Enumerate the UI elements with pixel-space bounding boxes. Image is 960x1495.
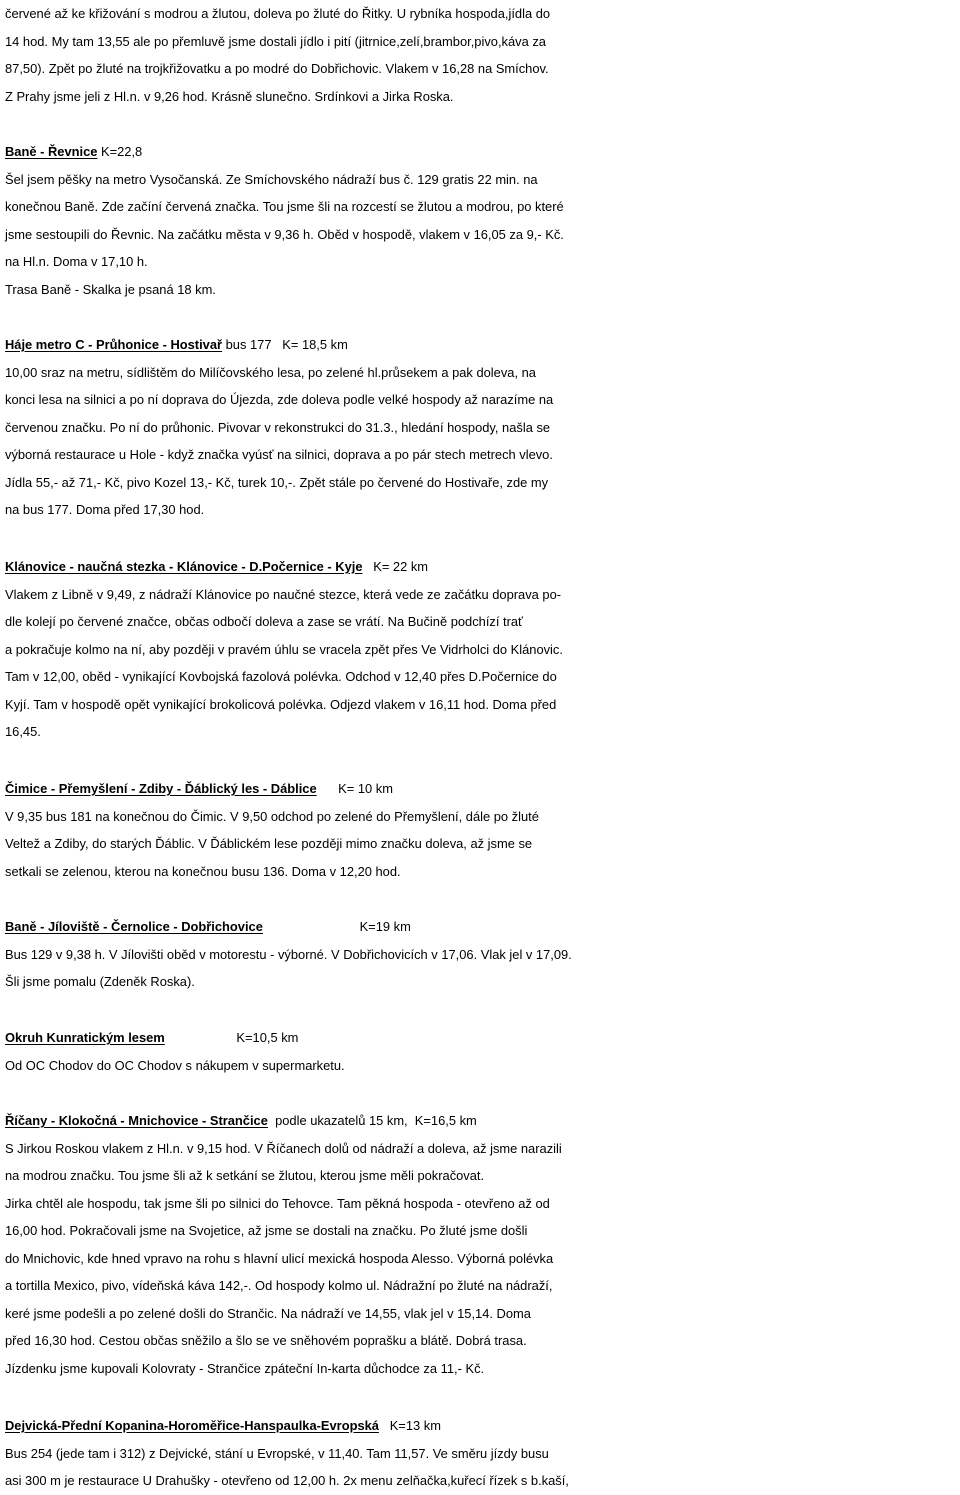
text-line: Tam v 12,00, oběd - vynikající Kovbojská fazolová polévka. Odchod v 12,40 přes D.Počernice do — [5, 669, 557, 684]
section-bane-dobrichovice — [5, 913, 960, 996]
text-line: setkali se zelenou, kterou na konečnou busu 136. Doma v 12,20 hod. — [5, 863, 401, 879]
text-line: a pokračuje kolmo na ní, aby později v pravém úhlu se vracela zpět přes Ve Vidrholci do Klánovic. — [5, 641, 563, 657]
text-line: Od OC Chodov do OC Chodov s nákupem v supermarketu. — [5, 1057, 345, 1073]
text-line: Jídla 55,- až 71,- Kč, pivo Kozel 13,- Kč, turek 10,-. Zpět stále po červené do Hostivaře, zde my — [5, 474, 549, 490]
section-heading — [5, 913, 960, 941]
section-kunraticky-les — [5, 1024, 960, 1079]
text-line: Z Prahy jsme jeli z Hl.n. v 9,26 hod. Krásně slunečno. Srdínkovi a Jirka Roska. — [5, 88, 454, 104]
text-line: Bus 129 v 9,38 h. V Jílovišti oběd v motorestu - výborné. V Dobřichovicích v 17,06. Vlak jel v 17,09. — [5, 946, 572, 962]
section-info: K= 22 km — [362, 559, 429, 574]
section-info: bus 177 K= 18,5 km — [222, 337, 348, 352]
section-heading — [5, 553, 960, 581]
section-heading — [5, 1412, 960, 1440]
text-line: 16,45. — [5, 724, 41, 739]
text-line: jsme sestoupili do Řevnic. Na začátku města v 9,36 h. Oběd v hospodě, vlakem v 16,05 za 9,- Kč. — [5, 226, 564, 242]
section-info: K= 10 km — [316, 781, 393, 796]
text-line: konečnou Baně. Zde začíní červená značka. Tou jsme šli na rozcestí se žlutou a modrou, po které — [5, 199, 564, 214]
section-cimice-dablice — [5, 775, 960, 885]
text-line: Šel jsem pěšky na metro Vysočanská. Ze Smíchovského nádraží bus č. 129 gratis 22 min. na — [5, 171, 538, 187]
section-info: K=13 km — [378, 1418, 441, 1433]
section-title: Baně - Jíloviště - Černolice - Dobřichovice — [5, 919, 263, 934]
text-line: Kyjí. Tam v hospodě opět vynikající brokolicová polévka. Odjezd vlakem v 16,11 hod. Doma před — [5, 696, 557, 712]
section-info: K=10,5 km — [164, 1030, 299, 1045]
text-line: na bus 177. Doma před 17,30 hod. — [5, 502, 205, 517]
section-heading — [5, 775, 960, 803]
section-title: Dejvická-Přední Kopanina-Horoměřice-Hanspaulka-Evropská — [5, 1418, 379, 1433]
section-heading — [5, 1107, 960, 1135]
text-line: konci lesa na silnici a po ní doprava do Újezda, zde doleva podle velké hospody až narazíme na — [5, 392, 554, 407]
text-line: Bus 254 (jede tam i 312) z Dejvické, stání u Evropské, v 11,40. Tam 11,57. Ve směru jízdy busu — [5, 1445, 549, 1461]
text-line: a tortilla Mexico, pivo, vídeňská káva 142,-. Od hospody kolmo ul. Nádražní po žluté na nádraží, — [5, 1278, 553, 1293]
intro-paragraph — [5, 0, 960, 110]
text-line: Trasa Baně - Skalka je psaná 18 km. — [5, 281, 216, 297]
text-line: dle kolejí po červené značce, občas odbočí doleva a zase se vrátí. Na Bučině podchízí trať — [5, 614, 523, 629]
text-line: V 9,35 bus 181 na konečnou do Čimic. V 9,50 odchod po zelené do Přemyšlení, dále po žluté — [5, 808, 539, 824]
text-line: Jízdenku jsme kupovali Kolovraty - Strančice zpáteční In-karta důchodce za 11,- Kč. — [5, 1360, 485, 1376]
text-line: Šli jsme pomalu (Zdeněk Roska). — [5, 974, 195, 989]
text-line: keré jsme podešli a po zelené došli do Strančic. Na nádraží ve 14,55, vlak jel v 15,14. Doma — [5, 1305, 531, 1321]
section-info: K=22,8 — [97, 144, 143, 159]
text-line: 14 hod. My tam 13,55 ale po přemluvě jsme dostali jídlo i pití (jitrnice,zelí,brambor,pivo,káva za — [5, 33, 546, 49]
text-line: Jirka chtěl ale hospodu, tak jsme šli po silnici do Tehovce. Tam pěkná hospoda - otevřeno až od — [5, 1195, 550, 1211]
text-line: na Hl.n. Doma v 17,10 h. — [5, 254, 148, 269]
text-line: na modrou značku. Tou jsme šli až k setkání se žlutou, kterou jsme měli pokračovat. — [5, 1168, 485, 1183]
section-title: Klánovice - naučná stezka - Klánovice - D.Počernice - Kyje — [5, 559, 363, 574]
text-line: asi 300 m je restaurace U Drahušky - otevřeno od 12,00 h. 2x menu zelňačka,kuřecí řízek s b.kaší, — [5, 1473, 569, 1488]
text-line: červenou značku. Po ní do průhonic. Pivovar v rekonstrukci do 31.3., hledání hospody, našla se — [5, 419, 551, 435]
text-line: červené až ke křižování s modrou a žlutou, doleva po žluté do Řitky. U rybníka hospoda,jídla do — [5, 6, 551, 21]
section-info: podle ukazatelů 15 km, K=16,5 km — [267, 1113, 477, 1128]
section-info: K=19 km — [262, 919, 411, 934]
text-line: před 16,30 hod. Cestou občas sněžilo a šlo se ve sněhovém poprašku a blátě. Dobrá trasa. — [5, 1333, 527, 1348]
text-line: Veltež a Zdiby, do starých Ďáblic. V Ďáblickém lese později mimo značku doleva, až jsme se — [5, 836, 533, 851]
section-heading — [5, 1024, 960, 1052]
text-line: 87,50). Zpět po žluté na trojkřižovatku a po modré do Dobřichovic. Vlakem v 16,28 na Smíchov. — [5, 61, 549, 76]
section-dejvicka-evropska — [5, 1412, 960, 1495]
section-title: Baně - Řevnice — [5, 144, 98, 159]
section-title: Okruh Kunratickým lesem — [5, 1030, 165, 1045]
text-line: 10,00 sraz na metru, sídlištěm do Milíčovského lesa, po zelené hl.průsekem a pak doleva, na — [5, 364, 536, 380]
section-ricany-strancice — [5, 1107, 960, 1382]
section-heading — [5, 138, 960, 166]
section-title: Háje metro C - Průhonice - Hostivař — [5, 337, 223, 352]
text-line: Vlakem z Libně v 9,49, z nádraží Klánovice po naučné stezce, která vede ze začátku doprava po- — [5, 586, 562, 602]
text-line: do Mnichovic, kde hned vpravo na rohu s hlavní ulicí mexická hospoda Alesso. Výborná polévka — [5, 1250, 554, 1266]
section-title: Čimice - Přemyšlení - Zdiby - Ďáblický les - Dáblice — [5, 781, 317, 796]
section-bane-revnice — [5, 138, 960, 303]
text-line: výborná restaurace u Hole - když značka vyúsť na silnici, doprava a po pár stech metrech vlevo. — [5, 447, 553, 462]
section-klanovice-kyje — [5, 553, 960, 746]
section-heading — [5, 331, 960, 359]
section-haje-hostivar — [5, 331, 960, 524]
text-line: S Jirkou Roskou vlakem z Hl.n. v 9,15 hod. V Říčanech dolů od nádraží a doleva, až jsme narazili — [5, 1140, 562, 1156]
text-line: 16,00 hod. Pokračovali jsme na Svojetice, až jsme se dostali na značku. Po žluté jsme došli — [5, 1223, 528, 1238]
section-title: Říčany - Klokočná - Mnichovice - Strančice — [5, 1113, 268, 1128]
